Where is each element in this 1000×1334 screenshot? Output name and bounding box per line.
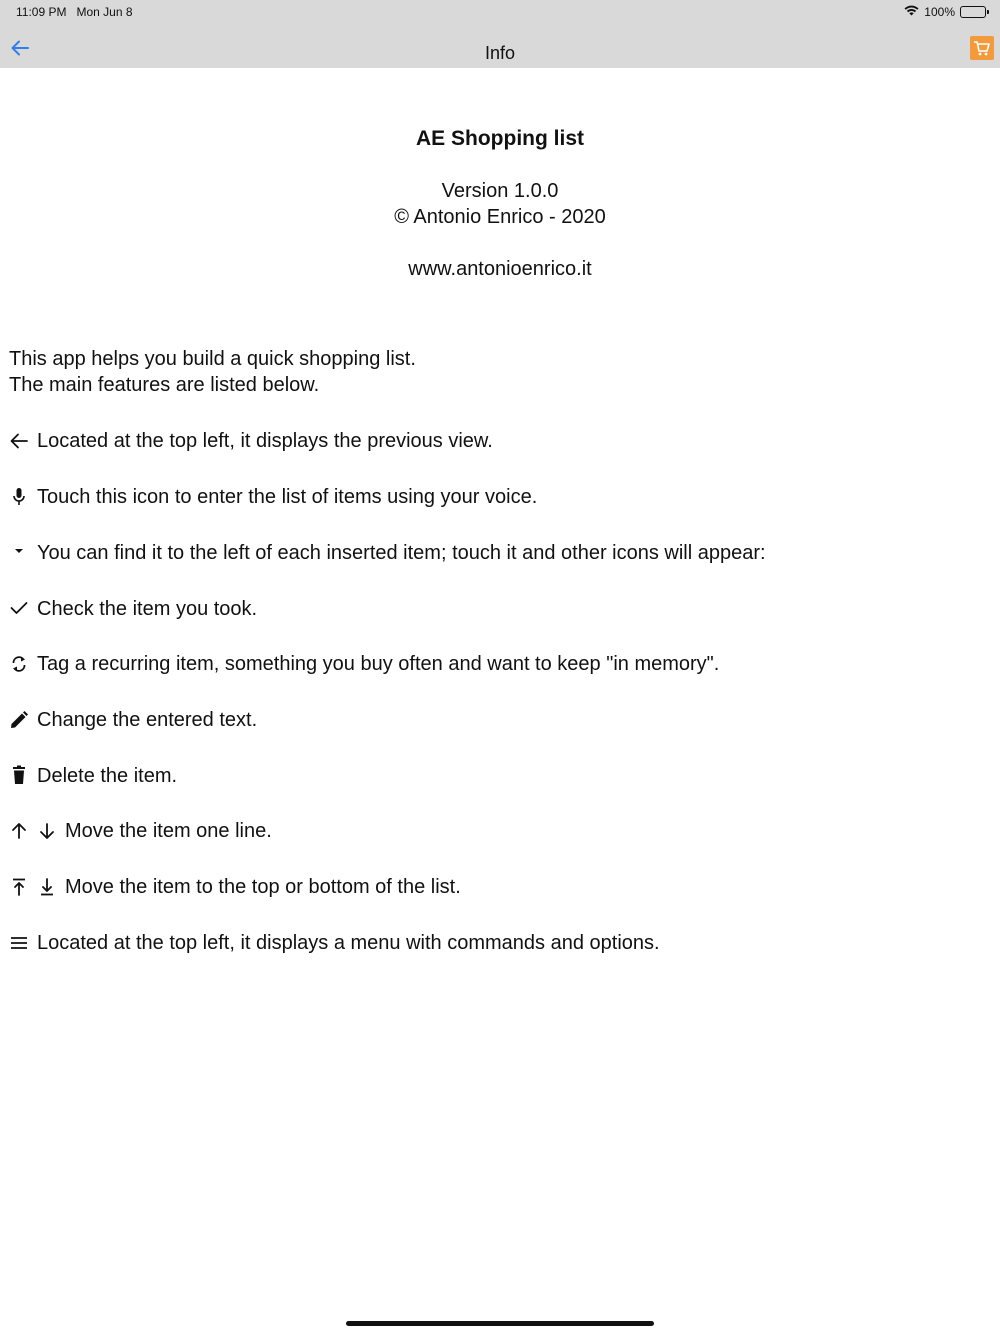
- arrow-back-icon: [9, 429, 31, 453]
- feature-text: Delete the item.: [37, 764, 178, 787]
- feature-text: Move the item to the top or bottom of the list.: [65, 875, 461, 898]
- intro-line-1: This app helps you build a quick shopping list.: [9, 348, 416, 370]
- status-time-text: 11:09 PM: [16, 5, 67, 19]
- shopping-cart-icon[interactable]: [970, 36, 994, 60]
- feature-recurring: [9, 651, 719, 677]
- wifi-icon: [904, 5, 919, 19]
- battery-percent: 100%: [924, 5, 955, 19]
- about-section: [0, 126, 1000, 282]
- intro-line-2: The main features are listed below.: [9, 374, 320, 396]
- intro-text: [9, 346, 990, 398]
- features-section: [9, 346, 990, 954]
- caret-down-icon: [9, 541, 31, 565]
- version-text: Version 1.0.0: [441, 180, 559, 202]
- battery-icon: [960, 6, 986, 18]
- feature-check: [9, 596, 257, 622]
- arrow-up-icon: [9, 819, 31, 843]
- feature-move-line: [9, 818, 272, 844]
- feature-caret: [9, 540, 766, 566]
- feature-text: Tag a recurring item, something you buy often and want to keep "in memory".: [37, 652, 720, 675]
- feature-text: Move the item one line.: [65, 819, 272, 842]
- feature-text: Check the item you took.: [37, 597, 258, 620]
- feature-text: Located at the top left, it displays the previous view.: [37, 429, 493, 452]
- feature-text: Located at the top left, it displays a menu with commands and options.: [37, 931, 660, 954]
- check-icon: [9, 597, 31, 621]
- feature-edit: [9, 707, 257, 733]
- feature-delete: [9, 763, 177, 789]
- move-to-top-icon: [9, 875, 31, 899]
- menu-icon: [9, 931, 31, 955]
- status-right: [904, 4, 986, 20]
- feature-back: [9, 428, 493, 454]
- pencil-icon: [9, 708, 31, 732]
- feature-menu: [9, 930, 660, 956]
- top-bar: [0, 0, 1000, 68]
- trash-icon: [9, 764, 31, 788]
- status-time: [16, 5, 133, 19]
- home-indicator[interactable]: [346, 1321, 654, 1326]
- feature-text: You can find it to the left of each inserted item; touch it and other icons will appear:: [37, 541, 766, 564]
- move-to-bottom-icon: [37, 875, 59, 899]
- app-name: AE Shopping list: [416, 127, 584, 150]
- arrow-down-icon: [37, 819, 59, 843]
- feature-text: Change the entered text.: [37, 708, 258, 731]
- website-link[interactable]: www.antonioenrico.it: [408, 258, 592, 280]
- microphone-icon: [9, 485, 31, 509]
- status-date-text: Mon Jun 8: [76, 5, 133, 19]
- feature-voice: [9, 484, 537, 510]
- page-title: Info: [484, 43, 516, 63]
- feature-move-ends: [9, 874, 461, 900]
- feature-text: Touch this icon to enter the list of items using your voice.: [37, 485, 538, 508]
- recurring-icon: [9, 652, 31, 676]
- copyright-text: © Antonio Enrico - 2020: [394, 206, 606, 228]
